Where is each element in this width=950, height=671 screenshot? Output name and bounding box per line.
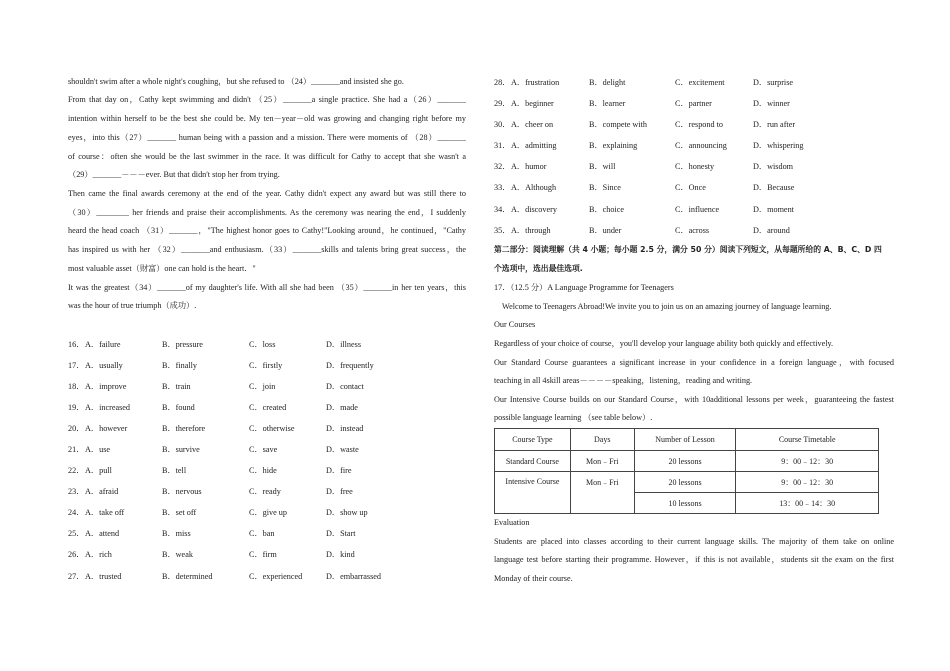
evaluation-line: Students are placed into classes according to their current language skills. The majority of them take on online (494, 537, 894, 546)
table-cell: Intensive Course (495, 472, 571, 514)
option-c[interactable]: C．honesty (675, 162, 715, 171)
passage-line: of course：often she would be the last swimmer in the race. It was difficult for Cathy to accept that she wasn't a (68, 152, 466, 161)
option-d[interactable]: D．kind (326, 550, 355, 559)
question-number: 33． (494, 183, 511, 192)
option-b[interactable]: B．learner (589, 99, 626, 108)
passage-line: （29）_______－－－ever. But that didn't stop her from trying. (68, 170, 280, 179)
option-c[interactable]: C．loss (249, 340, 276, 349)
option-b[interactable]: B．found (162, 403, 195, 412)
option-c[interactable]: C．across (675, 226, 710, 235)
table-header: Days (570, 429, 634, 451)
option-c[interactable]: C．created (249, 403, 287, 412)
option-b[interactable]: B．finally (162, 361, 198, 370)
option-b[interactable]: B．Since (589, 183, 621, 192)
passage-line: intention within herself to be the best she could be. My ten－year－old was growing and changing right before my (68, 114, 466, 123)
evaluation-line: Monday of their course. (494, 574, 573, 583)
passage-line: It was the greatest（34）_______of my daughter's life. With all she had been （35）_______in her ten years，this (68, 283, 466, 292)
option-c[interactable]: C．hide (249, 466, 277, 475)
table-row (495, 472, 879, 493)
option-b[interactable]: B．pressure (162, 340, 203, 349)
courses-paragraph: Regardless of your choice of course，you'll develop your language ability both quickly and effectively. (494, 339, 834, 348)
option-c[interactable]: C．influence (675, 205, 720, 214)
question-number: 34． (494, 205, 511, 214)
option-a[interactable]: A．discovery (511, 205, 557, 214)
option-c[interactable]: C．partner (675, 99, 712, 108)
option-b[interactable]: B．under (589, 226, 622, 235)
standard-course-line: teaching in all 4skill areas－－－－speaking，listening，reading and writing. (494, 376, 753, 385)
section-heading-cont: 个选项中，选出最佳选项. (494, 264, 583, 273)
option-b[interactable]: B．determined (162, 572, 213, 581)
question-number: 29． (494, 99, 511, 108)
option-a[interactable]: A．increased (85, 403, 131, 412)
standard-course-line: Our Standard Course guarantees a significant increase in your confidence in a foreign language，with focused (494, 358, 894, 367)
passage-line: From that day on，Cathy kept swimming and didn't （25）_______a single practice. She had a（26）_______ (68, 95, 466, 104)
option-a[interactable]: A．usually (85, 361, 123, 370)
intensive-course-line: possible language learning （see table below）. (494, 413, 653, 422)
passage-line: eyes，into this（27）_______ human being with a passion and a mission. There were moments of （28）_______ (68, 133, 466, 142)
option-d[interactable]: D．illness (326, 340, 362, 349)
option-d[interactable]: D．surprise (753, 78, 794, 87)
question-number: 28． (494, 78, 511, 87)
table-cell: Mon﹣Fri (570, 451, 634, 472)
option-d[interactable]: D．show up (326, 508, 368, 517)
option-c[interactable]: C．firstly (249, 361, 283, 370)
option-a[interactable]: A．however (85, 424, 128, 433)
question-number: 35． (494, 226, 511, 235)
option-d[interactable]: D．made (326, 403, 358, 412)
option-d[interactable]: D．run after (753, 120, 796, 129)
question-number: 21． (68, 445, 85, 454)
option-a[interactable]: A．frustration (511, 78, 560, 87)
option-d[interactable]: D．embarrassed (326, 572, 382, 581)
option-c[interactable]: C．firm (249, 550, 277, 559)
option-b[interactable]: B．delight (589, 78, 626, 87)
option-d[interactable]: D．free (326, 487, 353, 496)
option-b[interactable]: B．choice (589, 205, 625, 214)
option-b[interactable]: B．set off (162, 508, 197, 517)
option-b[interactable]: B．explaining (589, 141, 638, 150)
passage-line: （30）________ her friends and praise their accomplishments. As the ceremony was nearing the end，I suddenly (68, 208, 466, 217)
question-number: 24． (68, 508, 85, 517)
option-d[interactable]: D．Start (326, 529, 356, 538)
question-number: 16． (68, 340, 85, 349)
table-cell: 20 lessons (634, 472, 736, 493)
table-cell: 13：00﹣14：30 (736, 493, 879, 514)
subheading-evaluation: Evaluation (494, 518, 530, 527)
option-c[interactable]: C．otherwise (249, 424, 295, 433)
question-number: 20． (68, 424, 85, 433)
table-cell: Mon﹣Fri (570, 472, 634, 514)
section-heading: 第二部分：阅读理解（共 4 小题；每小题 2.5 分，满分 50 分）阅读下列短文，从每题所给的 A、B、C、D 四 (494, 245, 882, 254)
option-d[interactable]: D．whispering (753, 141, 804, 150)
table-row (495, 451, 879, 472)
option-d[interactable]: D．instead (326, 424, 364, 433)
option-c[interactable]: C．ban (249, 529, 275, 538)
option-b[interactable]: B．weak (162, 550, 193, 559)
option-b[interactable]: B．survive (162, 445, 200, 454)
subheading-our-courses: Our Courses (494, 320, 536, 329)
option-d[interactable]: D．wisdom (753, 162, 794, 171)
option-b[interactable]: B．therefore (162, 424, 206, 433)
option-b[interactable]: B．tell (162, 466, 187, 475)
passage-line: heard the head coach （31）_______，"The highest honor goes to Cathy!"Looking around，he continued，"Cathy (68, 226, 466, 235)
option-c[interactable]: C．experienced (249, 572, 303, 581)
question-number: 25． (68, 529, 85, 538)
option-a[interactable]: A．use (85, 445, 111, 454)
option-d[interactable]: D．around (753, 226, 790, 235)
question-number: 19． (68, 403, 85, 412)
option-b[interactable]: B．miss (162, 529, 191, 538)
option-c[interactable]: C．give up (249, 508, 287, 517)
option-a[interactable]: A．improve (85, 382, 127, 391)
option-a[interactable]: A．trusted (85, 572, 122, 581)
option-a[interactable]: A．attend (85, 529, 120, 538)
table-cell: 20 lessons (634, 451, 736, 472)
option-d[interactable]: D．frequently (326, 361, 374, 370)
question-number: 18． (68, 382, 85, 391)
option-d[interactable]: D．winner (753, 99, 790, 108)
evaluation-line: language test before starting their programme. However，if this is not available，students sit the exam on the first (494, 555, 894, 564)
option-a[interactable]: A．pull (85, 466, 112, 475)
option-c[interactable]: C．join (249, 382, 276, 391)
question-number: 26． (68, 550, 85, 559)
option-b[interactable]: B．will (589, 162, 616, 171)
option-c[interactable]: C．excitement (675, 78, 725, 87)
passage-line: most valuable asset（财富）one can hold is the heart．" (68, 264, 256, 273)
option-d[interactable]: D．contact (326, 382, 364, 391)
option-a[interactable]: A．cheer on (511, 120, 554, 129)
table-cell: 9：00﹣12：30 (736, 472, 879, 493)
table-cell: 10 lessons (634, 493, 736, 514)
table-header: Course Timetable (736, 429, 879, 451)
option-d[interactable]: D．waste (326, 445, 359, 454)
option-a[interactable]: A．afraid (85, 487, 119, 496)
option-d[interactable]: D．fire (326, 466, 352, 475)
item-title: 17．（12.5 分）A Language Programme for Teenagers (494, 283, 674, 292)
question-number: 30． (494, 120, 511, 129)
option-b[interactable]: B．train (162, 382, 191, 391)
passage-line: was the hour of true triumph（成功）. (68, 301, 197, 310)
option-c[interactable]: C．Once (675, 183, 706, 192)
option-a[interactable]: A．humor (511, 162, 547, 171)
option-c[interactable]: C．announcing (675, 141, 727, 150)
option-b[interactable]: B．compete with (589, 120, 647, 129)
option-c[interactable]: C．save (249, 445, 278, 454)
table-header-row (495, 429, 879, 451)
option-d[interactable]: D．moment (753, 205, 794, 214)
option-a[interactable]: A．admitting (511, 141, 557, 150)
option-a[interactable]: A．beginner (511, 99, 554, 108)
course-table (494, 428, 879, 514)
option-a[interactable]: A．Although (511, 183, 557, 192)
passage-line: shouldn't swim after a whole night's coughing，but she refused to （24）_______and insisted she go. (68, 77, 404, 86)
option-a[interactable]: A．through (511, 226, 551, 235)
question-number: 27． (68, 572, 85, 581)
question-number: 31． (494, 141, 511, 150)
table-cell: Standard Course (495, 451, 571, 472)
table-header: Course Type (495, 429, 571, 451)
intro-line: Welcome to Teenagers Abroad!We invite you to join us on an amazing journey of language learning. (502, 302, 832, 311)
question-number: 32． (494, 162, 511, 171)
option-d[interactable]: D．Because (753, 183, 795, 192)
option-c[interactable]: C．ready (249, 487, 281, 496)
option-a[interactable]: A．failure (85, 340, 121, 349)
question-number: 22． (68, 466, 85, 475)
option-b[interactable]: B．nervous (162, 487, 202, 496)
passage-line: Then came the final awards ceremony at the end of the year. Cathy didn't expect any award but was still there to (68, 189, 466, 198)
question-number: 23． (68, 487, 85, 496)
table-header: Number of Lesson (634, 429, 736, 451)
question-number: 17． (68, 361, 85, 370)
intensive-course-line: Our Intensive Course builds on our Standard Course，with 10additional lessons per week，guaranteeing the fastest (494, 395, 894, 404)
table-cell: 9：00﹣12：30 (736, 451, 879, 472)
option-a[interactable]: A．take off (85, 508, 125, 517)
passage-line: has inspired us with her （32）_______and enthusiasm.（33）_______skills and talents bring great success，the (68, 245, 466, 254)
option-a[interactable]: A．rich (85, 550, 112, 559)
option-c[interactable]: C．respond to (675, 120, 723, 129)
